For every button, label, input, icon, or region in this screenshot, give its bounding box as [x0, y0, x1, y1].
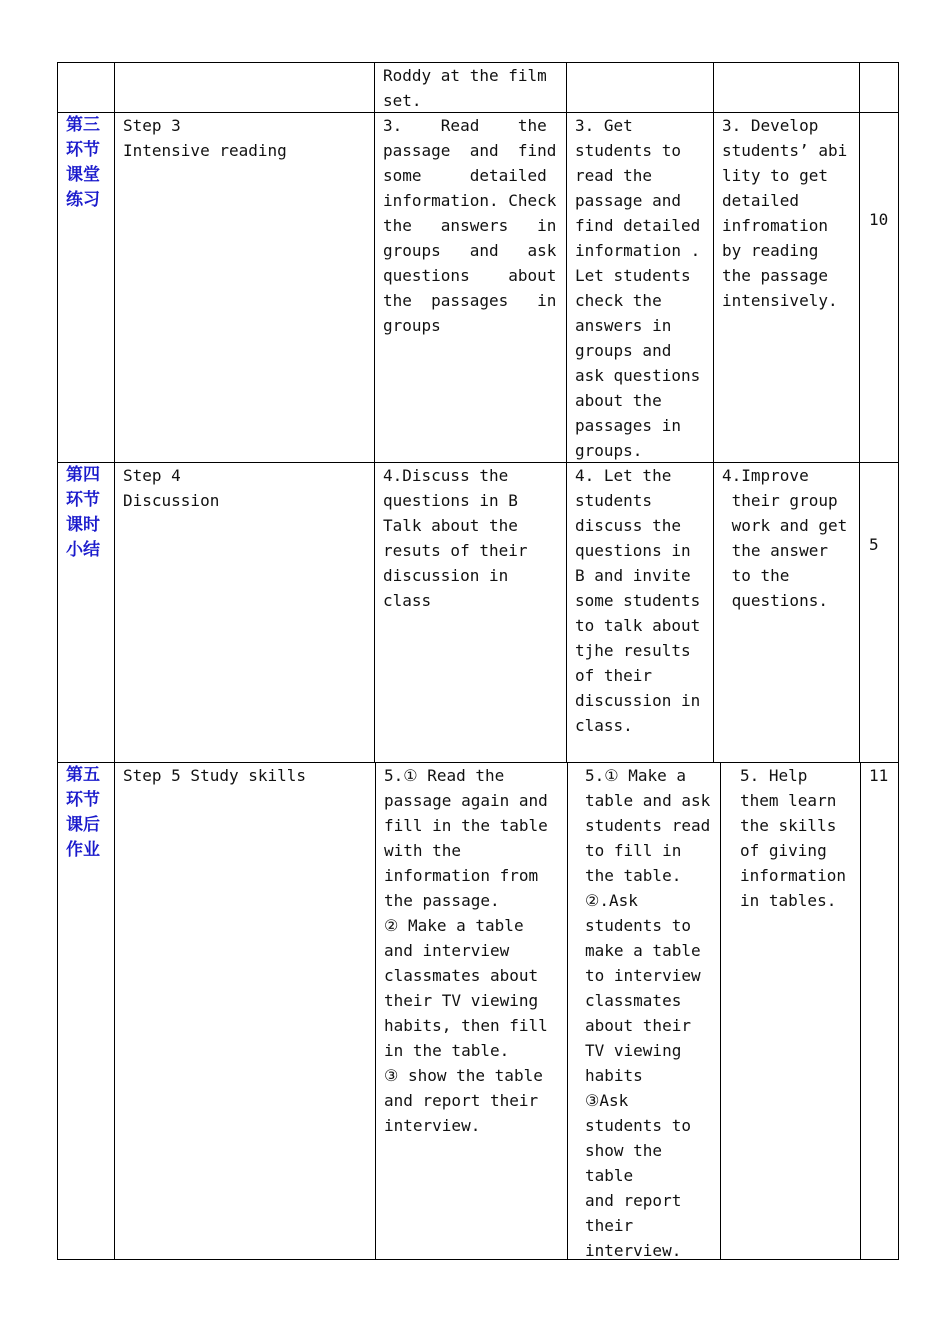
activity-line: some detailed	[383, 166, 547, 185]
column-divider	[567, 762, 568, 1260]
activity-line: 3. Read the	[383, 116, 547, 135]
purpose-line: them learn	[740, 791, 837, 810]
activity-line: the answers in	[383, 216, 557, 235]
time-minutes: 11	[869, 766, 889, 785]
stage-line: 课后	[66, 815, 100, 835]
teacher-line: B and invite	[575, 566, 691, 585]
teacher-line: students to	[585, 916, 691, 935]
teacher-line: about their	[585, 1016, 691, 1035]
teacher-line: check the	[575, 291, 662, 310]
stage-label	[66, 113, 110, 213]
stage-line: 练习	[66, 190, 100, 210]
time-minutes: 5	[869, 535, 879, 554]
teacher-cell	[575, 113, 710, 463]
teacher-line: students to	[585, 1116, 691, 1135]
step-line: Intensive reading	[123, 141, 287, 160]
teacher-line: show the	[585, 1141, 663, 1160]
teacher-cell	[585, 763, 718, 1263]
teacher-line: students to	[575, 141, 681, 160]
purpose-line: intensively.	[722, 291, 838, 310]
stage-line: 第五	[66, 765, 100, 785]
activity-line: ③ show the table	[384, 1066, 543, 1085]
activity-line: their TV viewing	[384, 991, 539, 1010]
activity-line: the passages in	[383, 291, 557, 310]
teacher-line: the table.	[585, 866, 682, 885]
step-cell	[123, 763, 368, 788]
step-line: Step 3	[123, 116, 181, 135]
activity-cell	[383, 63, 561, 113]
purpose-line: information	[740, 866, 846, 885]
column-divider	[713, 62, 714, 762]
stage-line: 环节	[66, 490, 100, 510]
stage-line: 第四	[66, 465, 100, 485]
teacher-line: interview.	[585, 1241, 682, 1260]
purpose-line: detailed	[722, 191, 800, 210]
teacher-line: discussion in	[575, 691, 701, 710]
stage-line: 环节	[66, 790, 100, 810]
purpose-line: 5. Help	[740, 766, 808, 785]
teacher-line: classmates	[585, 991, 682, 1010]
purpose-line: the skills	[740, 816, 837, 835]
teacher-line: discuss the	[575, 516, 681, 535]
purpose-line: lity to get	[722, 166, 828, 185]
activity-line: the passage.	[384, 891, 500, 910]
activity-line: groups and ask	[383, 241, 557, 260]
teacher-line: information .	[575, 241, 701, 260]
activity-line: classmates about	[384, 966, 539, 985]
teacher-line: about the	[575, 391, 662, 410]
purpose-line: in tables.	[740, 891, 837, 910]
teacher-line: class.	[575, 716, 633, 735]
activity-line: and report their	[384, 1091, 539, 1110]
purpose-cell	[722, 113, 856, 313]
teacher-line: groups and	[575, 341, 672, 360]
activity-line: discussion in	[383, 566, 509, 585]
activity-line: in the table.	[384, 1041, 510, 1060]
teacher-line: students read	[585, 816, 711, 835]
teacher-line: passages in	[575, 416, 681, 435]
activity-cell	[384, 763, 562, 1138]
purpose-line: the answer	[722, 541, 828, 560]
activity-line: 4.Discuss the	[383, 466, 509, 485]
step-cell	[123, 113, 368, 163]
teacher-line: ask questions	[575, 366, 701, 385]
teacher-line: 3. Get	[575, 116, 633, 135]
table-right-border	[898, 62, 899, 1260]
teacher-line: TV viewing	[585, 1041, 682, 1060]
purpose-line: work and get	[722, 516, 848, 535]
teacher-line: answers in	[575, 316, 672, 335]
column-divider	[860, 762, 861, 1260]
column-divider	[859, 462, 860, 762]
step-line: Discussion	[123, 491, 220, 510]
activity-line: passage again and	[384, 791, 548, 810]
activity-line: resuts of their	[383, 541, 528, 560]
teacher-line: ③Ask	[585, 1091, 629, 1110]
purpose-line: 4.Improve	[722, 466, 809, 485]
activity-line: and interview	[384, 941, 510, 960]
purpose-line: by reading	[722, 241, 819, 260]
purpose-line: of giving	[740, 841, 827, 860]
teacher-line: to fill in	[585, 841, 682, 860]
teacher-line: their	[585, 1216, 634, 1235]
stage-line: 作业	[66, 840, 100, 860]
activity-line: 5.① Read the	[384, 766, 505, 785]
column-divider	[375, 762, 376, 1260]
activity-line: Roddy at the film	[383, 66, 547, 85]
purpose-line: infromation	[722, 216, 828, 235]
step-line: Step 4	[123, 466, 181, 485]
purpose-line: to the	[722, 566, 790, 585]
purpose-cell	[722, 463, 856, 613]
stage-label	[66, 463, 110, 563]
activity-line: set.	[383, 91, 422, 110]
table-left-border	[57, 62, 58, 1260]
activity-line: interview.	[384, 1116, 481, 1135]
activity-cell	[383, 463, 561, 613]
activity-line: questions in B	[383, 491, 518, 510]
teacher-line: ②.Ask	[585, 891, 638, 910]
activity-line: questions about	[383, 266, 557, 285]
time-minutes: 10	[869, 210, 889, 229]
activity-line: information from	[384, 866, 539, 885]
stage-line: 环节	[66, 140, 100, 160]
teacher-line: read the	[575, 166, 653, 185]
activity-line: fill in the table	[384, 816, 548, 835]
teacher-line: students	[575, 491, 653, 510]
stage-label	[66, 763, 110, 863]
column-divider	[566, 62, 567, 762]
stage-line: 第三	[66, 115, 100, 135]
column-divider	[114, 62, 115, 1260]
teacher-line: 5.① Make a	[585, 766, 687, 785]
teacher-line: Let students	[575, 266, 691, 285]
teacher-line: habits	[585, 1066, 643, 1085]
teacher-line: make a table	[585, 941, 701, 960]
purpose-line: questions.	[722, 591, 828, 610]
teacher-line: 4. Let the	[575, 466, 672, 485]
teacher-line: and report	[585, 1191, 682, 1210]
activity-line: class	[383, 591, 432, 610]
activity-line: ② Make a table	[384, 916, 524, 935]
teacher-line: groups.	[575, 441, 643, 460]
purpose-line: students’ abi	[722, 141, 848, 160]
teacher-line: table	[585, 1166, 634, 1185]
column-divider	[374, 62, 375, 762]
purpose-line: their group	[722, 491, 838, 510]
teacher-line: of their	[575, 666, 653, 685]
teacher-line: table and ask	[585, 791, 711, 810]
teacher-line: to talk about	[575, 616, 701, 635]
teacher-line: find detailed	[575, 216, 701, 235]
teacher-line: some students	[575, 591, 701, 610]
activity-cell	[383, 113, 561, 338]
column-divider	[859, 62, 860, 462]
purpose-line: the passage	[722, 266, 828, 285]
teacher-line: to interview	[585, 966, 701, 985]
activity-line: passage and find	[383, 141, 557, 160]
activity-line: habits, then fill	[384, 1016, 548, 1035]
table-bottom-border	[57, 1259, 899, 1260]
teacher-line: passage and	[575, 191, 681, 210]
activity-line: information. Check	[383, 191, 557, 210]
step-line: Step 5 Study skills	[123, 766, 307, 785]
stage-line: 小结	[66, 540, 100, 560]
activity-line: with the	[384, 841, 462, 860]
teacher-line: questions in	[575, 541, 691, 560]
stage-line: 课时	[66, 515, 100, 535]
stage-line: 课堂	[66, 165, 100, 185]
purpose-cell	[740, 763, 858, 913]
teacher-line: tjhe results	[575, 641, 691, 660]
purpose-line: 3. Develop	[722, 116, 819, 135]
activity-line: groups	[383, 316, 441, 335]
column-divider	[720, 762, 721, 1260]
activity-line: Talk about the	[383, 516, 518, 535]
step-cell	[123, 463, 368, 513]
teacher-cell	[575, 463, 710, 738]
